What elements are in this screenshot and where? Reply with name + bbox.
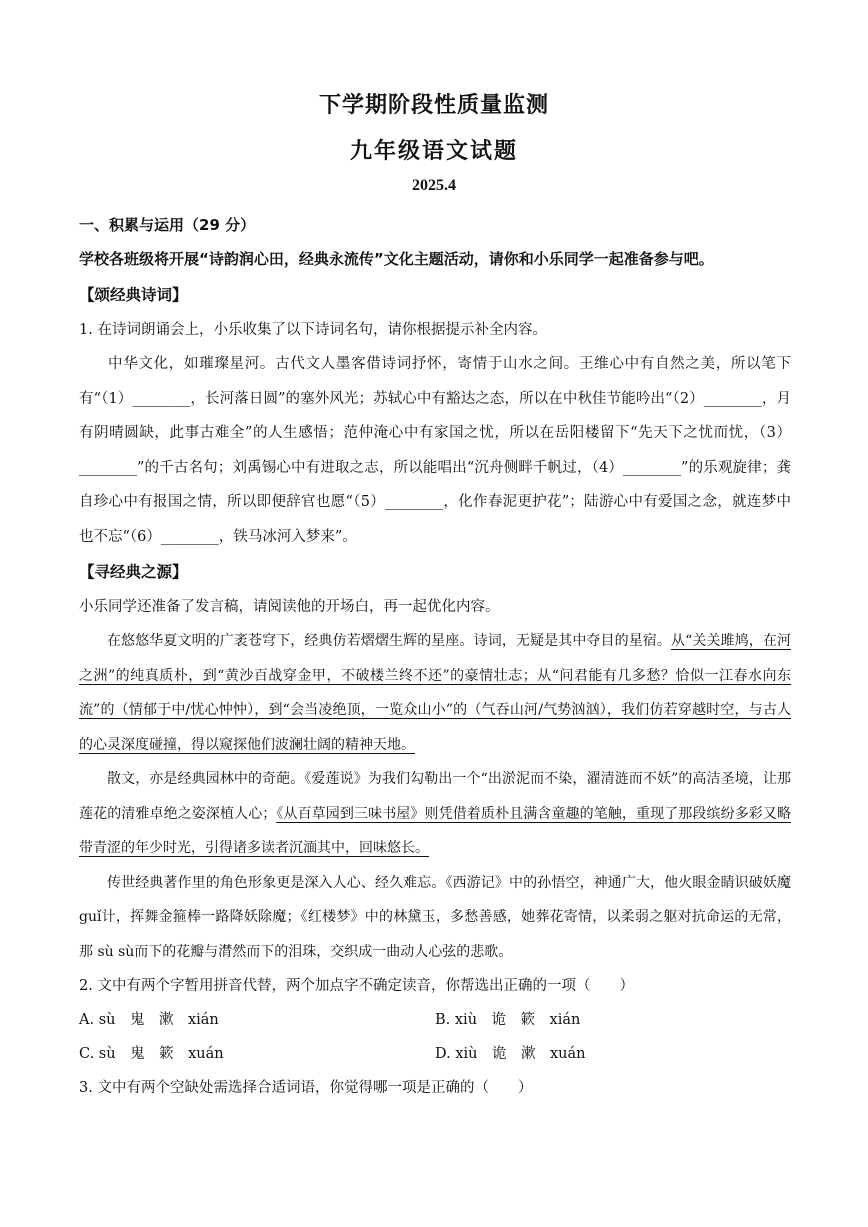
- speech-p2-text: 散文，亦是经典园林中的奇葩。《爱莲说》为我们勾勒出一个“出淤泥而不染，濯清涟而不妖”的高洁圣境，让那莲花的清雅卓绝之姿深植人心；: [79, 771, 791, 822]
- question-2-options: [79, 1003, 791, 1071]
- question-1-passage: 中华文化，如璀璨星河。古代文人墨客借诗词抒怀，寄情于山水之间。王维心中有自然之美，所以笔下有“（1）________，长河落日圆”的塞外风光；苏轼心中有豁达之态，所以在中秋佳节能吟出“（2）________，月有阴晴圆缺，此事古难全”的人生感悟；范仲淹心中有家国之忧，所以在岳阳楼留下“先天下之忧而忧，（3）________”的千古名句；刘禹锡心中有进取之志，所以能唱出“沉舟侧畔千帆过，（4）________”的乐观旋律；龚自珍心中有报国之情，所以即便辞官也愿“（5）________，化作春泥更护花”；陆游心中有爱国之念，就连梦中也不忘“（6）________，铁马冰河入梦来”。: [79, 356, 791, 545]
- exam-title: 下学期阶段性质量监测: [318, 93, 549, 118]
- exam-body: [79, 208, 791, 1105]
- exam-subtitle: 九年级语文试题: [349, 139, 518, 164]
- speech-p2-underlined: 《从百草园到三味书屋》则凭借着质朴且满含童趣的笔触，重现了那段缤纷多彩又略带青涩的年少时光，引得诸多读者沉湎其中，回味悠长。: [79, 805, 792, 856]
- speech-p1-text: 在悠悠华夏文明的广袤苍穹下，经典仿若熠熠生辉的星座。诗词，无疑是其中夺目的星宿。: [107, 633, 672, 649]
- speech-p1-underlined: 从“关关雎鸠，在河之洲”的纯真质朴，到“黄沙百战穿金甲，不破楼兰终不还”的豪情壮志；从“问君能有几多愁？恰似一江春水向东流”的（情郁于中/忧心忡忡），到“会当凌绝顶，一览众山小”的（气吞山河/气势汹汹），我们仿若穿越时空，与古人的心灵深度碰撞，得以窥探他们波澜壮阔的精神天地。: [79, 633, 791, 753]
- question-2: 2. 文中有两个字暂用拼音代替，两个加点字不确定读音，你帮选出正确的一项（ ）: [79, 978, 634, 994]
- option-a[interactable]: A. sù 鬼 漱 xián: [79, 1012, 219, 1028]
- speech-prompt: 小乐同学还准备了发言稿，请阅读他的开场白，再一起优化内容。: [79, 599, 500, 615]
- speech-paragraph-1: [79, 624, 791, 762]
- section-intro: 学校各班级将开展“诗韵润心田，经典永流传”文化主题活动，请你和小乐同学一起准备参与吧。: [79, 250, 714, 268]
- exam-date: 2025.4: [412, 177, 456, 194]
- option-d[interactable]: D. xiù 诡 漱 xuán: [435, 1046, 586, 1062]
- question-1: 1. 在诗词朗诵会上，小乐收集了以下诗词名句，请你根据提示补全内容。: [79, 322, 547, 338]
- subsection-heading-sources: 【寻经典之源】: [79, 563, 188, 581]
- question-3: 3. 文中有两个空缺处需选择合适词语，你觉得哪一项是正确的（ ）: [79, 1080, 533, 1096]
- option-c[interactable]: C. sù 鬼 簌 xuán: [79, 1046, 224, 1062]
- option-b[interactable]: B. xiù 诡 簌 xián: [435, 1012, 581, 1028]
- speech-paragraph-2: [79, 762, 791, 866]
- section-heading: 一、积累与运用（29 分）: [79, 216, 256, 234]
- subsection-heading-poems: 【颂经典诗词】: [79, 286, 188, 304]
- speech-paragraph-3: 传世经典著作里的角色形象更是深入人心、经久难忘。《西游记》中的孙悟空，神通广大，他火眼金睛识破妖魔 guǐ计，挥舞金箍棒一路降妖除魔；《红楼梦》中的林黛玉，多愁善感，她葬花寄情，以柔弱之躯对抗命运的无常，那 sù sù而下的花瓣与潸然而下的泪珠，交织成一曲动人心弦的悲歌。: [79, 874, 791, 960]
